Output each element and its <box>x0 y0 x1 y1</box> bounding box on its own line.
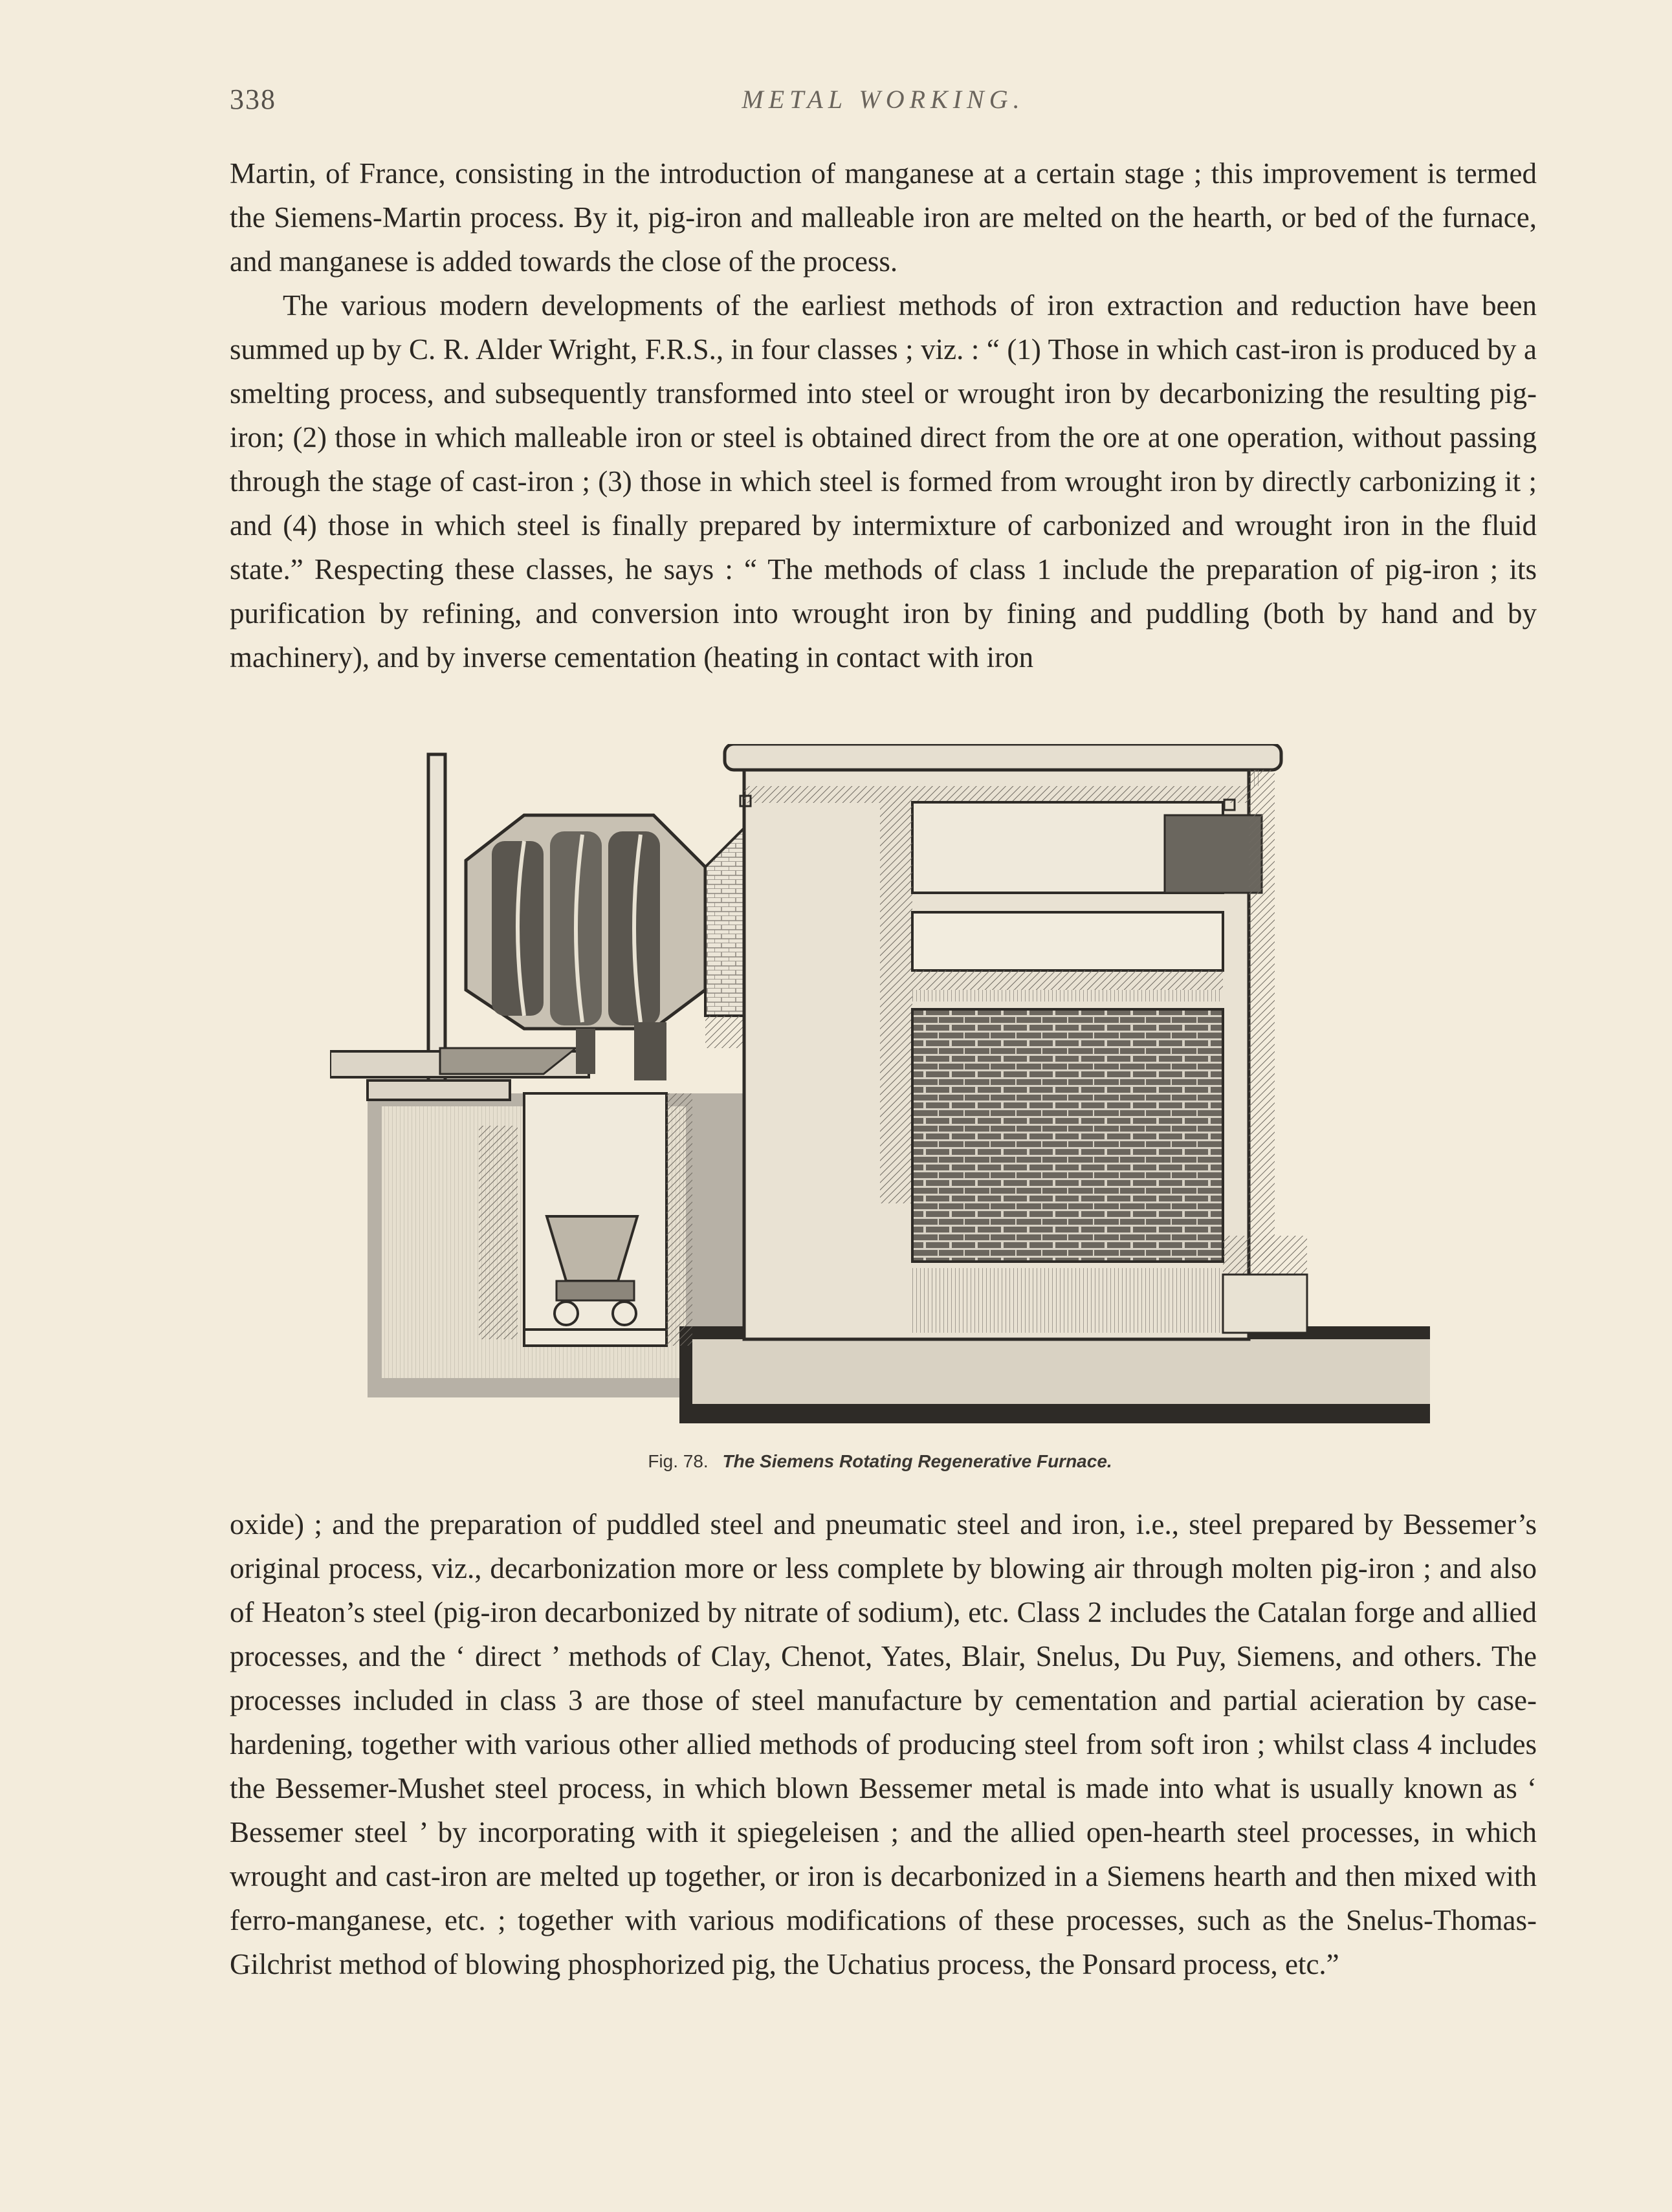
figure-siemens-furnace <box>330 744 1430 1482</box>
running-head: METAL WORKING. <box>742 85 1025 114</box>
figure-caption <box>330 1451 1430 1472</box>
rotating-chamber <box>466 815 705 1029</box>
figure-label: Fig. 78. <box>648 1451 709 1471</box>
body-text-top <box>230 151 1537 679</box>
regenerator <box>725 744 1307 1339</box>
furnace-engraving <box>330 744 1430 1443</box>
body-text-bottom <box>230 1502 1537 1986</box>
paragraph: Martin, of France, consisting in the introduction of manganese at a certain stage ; this improvement is termed the Siemens-Martin process. By it, pig-iron and malleable iron are melted on the hearth, or bed of the furnace, and manganese is added towards the close of the process. <box>230 157 1537 278</box>
figure-title: The Siemens Rotating Regenerative Furnace. <box>722 1451 1112 1471</box>
paragraph: The various modern developments of the earliest methods of iron extraction and reduction have been summed up by C. R. Alder Wright, F.R.S., in four classes ; viz. : “ (1) Those in which cast-iron is produced by a smelting process, and subsequently transformed into steel or wrought iron by decarbonizing the resulting pig-iron; (2) those in which malleable iron or steel is obtained direct from the ore at one operation, without passing through the stage of cast-iron ; (3) those in which steel is formed from wrought iron by directly carbonizing it ; and (4) those in which steel is finally prepared by intermixture of carbonized and wrought iron in the fluid state.” Respecting these classes, he says : “ The methods of class 1 include the preparation of pig-iron ; its purification by refining, and conversion into wrought iron by fining and puddling (both by hand and by machinery), and by inverse cementation (heating in contact with iron <box>230 289 1537 673</box>
page-number: 338 <box>230 83 276 115</box>
paragraph: oxide) ; and the preparation of puddled steel and pneumatic steel and iron, i.e., steel prepared by Bessemer’s original process, viz., decarbonization more or less complete by blowing air through molten pig-iron ; and also of Heaton’s steel (pig-iron decarbonized by nitrate of sodium), etc. Class 2 includes the Catalan forge and allied processes, and the ‘ direct ’ methods of Clay, Chenot, Yates, Blair, Snelus, Du Puy, Siemens, and others. The processes included in class 3 are those of steel manufacture by cementation and partial acieration by case-hardening, together with various other allied methods of producing steel from soft iron ; whilst class 4 includes the Bessemer-Mushet steel process, in which blown Bessemer metal is made into what is usually known as ‘ Bessemer steel ’ by incorporating with it spiegeleisen ; and the allied open-hearth steel processes, in which wrought and cast-iron are melted up together, or iron is decarbonized in a Siemens hearth and then mixed with ferro-manganese, etc. ; together with various modifications of these processes, such as the Snelus-Thomas-Gilchrist method of blowing phosphorized pig, the Uchatius process, the Ponsard process, etc.” <box>230 1508 1537 1980</box>
chimney <box>428 754 445 1084</box>
page-header <box>230 76 1537 128</box>
